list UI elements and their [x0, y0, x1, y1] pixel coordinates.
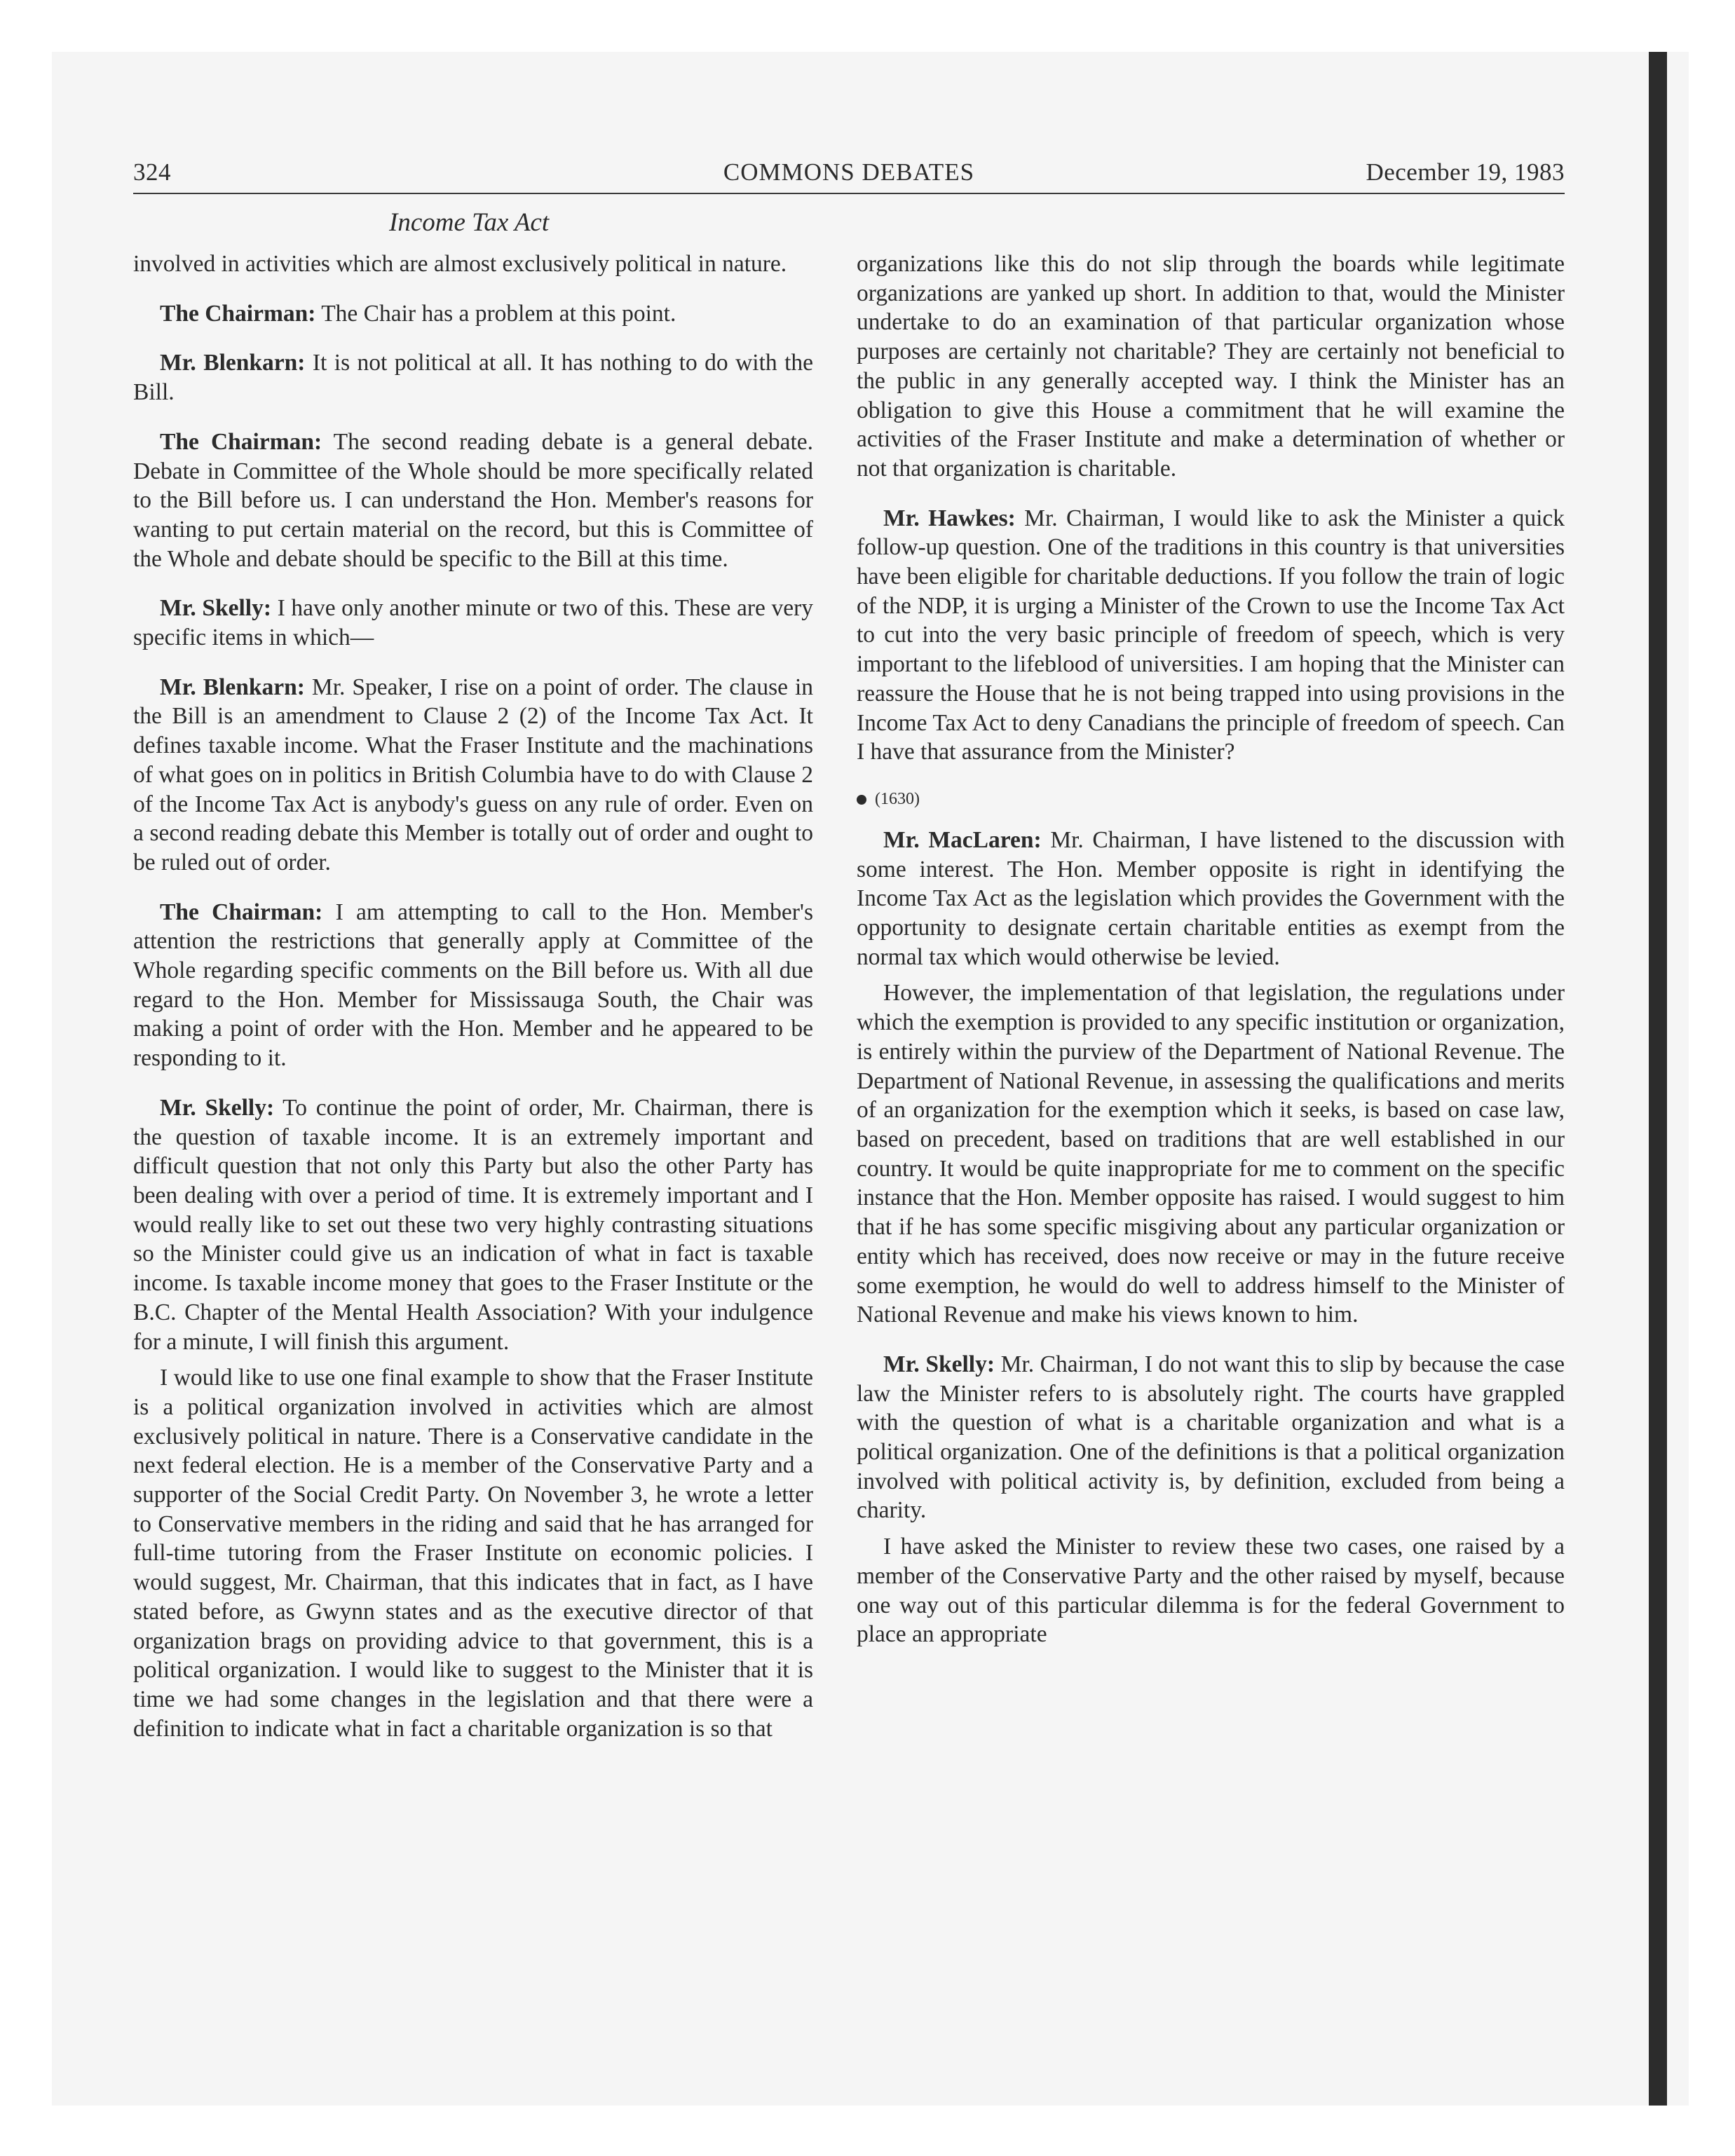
- paragraph: organizations like this do not slip through the boards while legitimate organizations are yanked up short. In addition to that, would the Minister undertake to do an examination of that particular organization whose purposes are certainly not charitable? They are certainly not beneficial to the public in any generally accepted way. I think the Minister has an obligation to give this House a commitment that he will examine the activities of the Fraser Institute and make a determination of whether or not that organization is charitable.: [857, 251, 1565, 482]
- speech-paragraph: [857, 826, 1565, 972]
- paragraph: involved in activities which are almost exclusively political in nature.: [133, 251, 787, 277]
- speaker-name: Mr. MacLaren:: [883, 826, 1042, 853]
- speaker-name: Mr. Skelly:: [160, 595, 272, 622]
- scan-edge-shadow: [1649, 52, 1667, 2106]
- speaker-name: The Chairman:: [160, 428, 322, 455]
- speech-text: The second reading debate is a general debate. Debate in Committee of the Whole should be more specifically related to the Bill before us. I can understand the Hon. Member's reasons for wanting to put certain material on the record, but this is Committee of the Whole and debate should be specific to the Bill at this time.: [133, 428, 813, 572]
- speech-paragraph: [133, 428, 813, 574]
- speech-paragraph: [133, 898, 813, 1073]
- speaker-name: The Chairman:: [160, 300, 316, 327]
- speech-text: Mr. Speaker, I rise on a point of order. The clause in the Bill is an amendment to Clause 2 (2) of the Income Tax Act. It defines taxable income. What the Fraser Institute and the machinations of what goes on in politics in British Columbia have to do with Clause 2 of the Income Tax Act is anybody's guess on any rule of order. Even on a second reading debate this Member is totally out of order and ought to be ruled out of order.: [133, 674, 814, 875]
- publication-title: COMMONS DEBATES: [723, 158, 975, 186]
- time-stamp: (1630): [875, 789, 920, 808]
- speech-paragraph: [133, 299, 813, 329]
- paragraph: However, the implementation of that legislation, the regulations under which the exemption is provided to any specific institution or organization, is entirely within the purview of the Department of National Revenue. The Department of National Revenue, in assessing the qualifications and merits of an organization for the exemption which it seeks, is based on case law, based on precedent, based on traditions that are well established in our country. It would be quite inappropriate for me to comment on the specific instance that the Hon. Member opposite has raised. I would suggest to him that if he has some specific misgiving about any particular organization or entity which has received, does now receive or may in the future receive some exemption, he would do well to address himself to the Minister of National Revenue and make his views known to him.: [857, 980, 1565, 1328]
- speech-paragraph: [133, 594, 813, 652]
- speech-paragraph: [133, 348, 813, 407]
- time-marker: [857, 785, 1565, 813]
- running-header: [133, 158, 1565, 195]
- publication-date: December 19, 1983: [1366, 158, 1565, 186]
- speech-text: I am attempting to call to the Hon. Member's attention the restrictions that generally apply at Committee of the Whole regarding specific comments on the Bill before us. With all due regard to the Hon. Member for Mississauga South, the Chair was making a point of order with the Hon. Member and he appeared to be responding to it.: [133, 899, 813, 1072]
- speech-text: I have only another minute or two of this. These are very specific items in which—: [133, 595, 813, 651]
- section-title: Income Tax Act: [389, 208, 550, 237]
- right-column: [857, 250, 1565, 1649]
- speech-paragraph: [857, 1350, 1565, 1525]
- speech-text: It is not political at all. It has nothing to do with the Bill.: [133, 350, 814, 406]
- speaker-name: Mr. Blenkarn:: [160, 350, 306, 376]
- speech-paragraph: [857, 504, 1565, 767]
- paragraph: I would like to use one final example to show that the Fraser Institute is a political organization involved in activities which are almost exclusively political in nature. There is a Conservative candidate in the next federal election. He is a member of the Conservative Party and a supporter of the Social Credit Party. On November 3, he wrote a letter to Conservative members in the riding and said that he has arranged for full-time tutoring from the Fraser Institute on economic policies. I would suggest, Mr. Chairman, that this indicates that in fact, as I have stated before, as Gwynn states and as the executive director of that organization brags on providing advice to that government, this is a political organization. I would like to suggest to the Minister that it is time we had some changes in the legislation and that there were a definition to indicate what in fact a charitable organization is so that: [133, 1365, 813, 1742]
- speaker-name: The Chairman:: [160, 899, 323, 925]
- paragraph: I have asked the Minister to review these two cases, one raised by a member of the Conservative Party and the other raised by myself, because one way out of this particular dilemma is for the federal Government to place an appropriate: [857, 1534, 1565, 1648]
- speaker-name: Mr. Hawkes:: [883, 505, 1016, 531]
- speech-paragraph: [133, 1093, 813, 1356]
- speech-text: To continue the point of order, Mr. Chairman, there is the question of taxable income. It is an extremely important and difficult question that not only this Party but also the other Party has been dealing with over a period of time. It is extremely important and I would really like to set out these two very highly contrasting situations so the Minister could give us an indication of what in fact is taxable income. Is taxable income money that goes to the Fraser Institute or the B.C. Chapter of the Mental Health Association? With your indulgence for a minute, I will finish this argument.: [133, 1094, 813, 1355]
- speech-text: The Chair has a problem at this point.: [321, 300, 676, 327]
- speaker-name: Mr. Blenkarn:: [160, 674, 305, 700]
- left-column: [133, 250, 813, 1743]
- speech-paragraph: [133, 673, 813, 878]
- page-number: 324: [133, 158, 171, 186]
- bullet-icon: [857, 795, 866, 805]
- speech-text: Mr. Chairman, I do not want this to slip by because the case law the Minister refers to is absolutely right. The courts have grappled with the question of what is a charitable organization and what is a political organization. One of the definitions is that a political organization involved with political activity is, by definition, excluded from being a charity.: [857, 1351, 1565, 1524]
- header-rule: [133, 193, 1565, 194]
- speaker-name: Mr. Skelly:: [883, 1351, 995, 1377]
- speech-text: Mr. Chairman, I would like to ask the Minister a quick follow-up question. One of the traditions in this country is that universities have been eligible for charitable deductions. If you follow the train of logic of the NDP, it is urging a Minister of the Crown to use the Income Tax Act to cut into the very basic principle of freedom of speech, which is very important to the lifeblood of universities. I am hoping that the Minister can reassure the House that he is not being trapped into using provisions in the Income Tax Act to deny Canadians the principle of freedom of speech. Can I have that assurance from the Minister?: [857, 505, 1565, 765]
- speech-text: Mr. Chairman, I have listened to the discussion with some interest. The Hon. Member opposite is right in identifying the Income Tax Act as the legislation which provides the Government with the opportunity to designate certain charitable entities as exempt from the normal tax which would otherwise be levied.: [857, 826, 1565, 970]
- speaker-name: Mr. Skelly:: [160, 1094, 275, 1121]
